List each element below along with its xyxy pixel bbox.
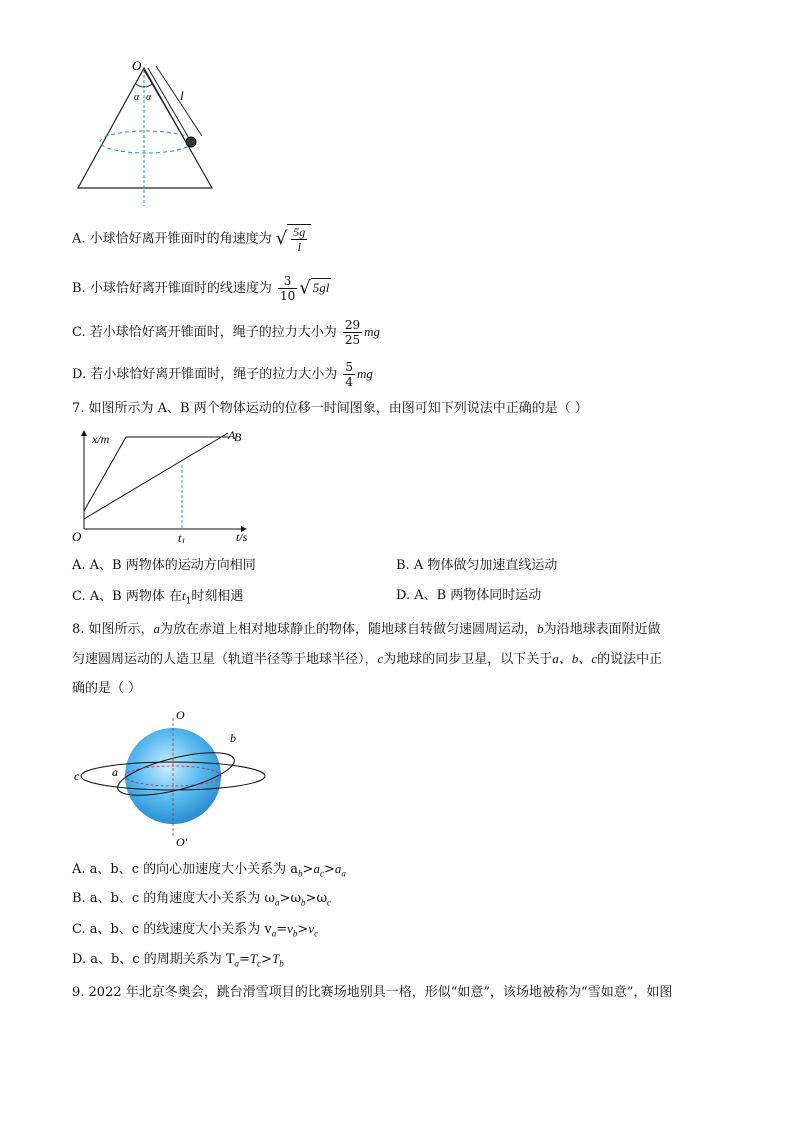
q7-option-c [72,587,243,611]
stem-text: 8. 如图所示， [72,622,154,637]
stem-text: 为沿地球表面附近做 [543,622,661,637]
denominator: 4 [345,375,354,389]
string [148,68,190,140]
q8-option-c: C. a、b、c 的线速度大小关系为 $v_a=v_b>v_c$ [72,921,319,939]
label-b: b [230,731,236,745]
line-B [84,437,230,511]
y-axis-label: x/m [92,432,110,446]
fraction [278,274,297,303]
stem-text: 为放在赤道上相对地球静止的物体，随地球自转做匀速圆周运动， [160,622,538,637]
denominator: 10 [279,289,296,303]
x-axis-label: t/s [236,530,248,543]
stem-text: 为地球的同步卫星，以下关于 [383,652,553,667]
option-text: A. 小球恰好离开锥面时的角速度为 [72,231,272,247]
numerator: 29 [344,318,361,332]
q7-stem: 7. 如图所示为 A、B 两个物体运动的位移一时间图象，由图可知下列说法中正确的是（ ） [72,401,588,416]
q8-option-a: A. a、b、c 的向心加速度大小关系为 $a_b>a_c>a_a$ [72,861,346,879]
circular-path [100,131,192,153]
cone-figure [70,58,230,208]
option-text: B. a、b、c 的角速度大小关系为 ω [72,891,276,906]
origin-O: O [72,529,82,543]
q8-option-b: B. a、b、c 的角速度大小关系为 $\omega_a>\omega_b>\omega_c$ [72,891,332,908]
t1-label: t1 [178,531,186,543]
root-body: 5gl [312,280,330,295]
numerator: 3 [278,274,297,289]
alpha-left: α [134,92,140,103]
denominator: l [297,240,301,254]
ball [186,137,196,147]
string [144,70,186,142]
label-c: c [74,769,80,783]
q8-stem-line3: 确的是（ ） [72,681,142,696]
option-text: C. A、B 两物体 在 [72,589,182,604]
fraction [343,360,355,389]
q8-stem-line1 [72,620,661,639]
option-text: B. 小球恰好离开锥面时的线速度为 [72,281,272,296]
q9-stem: 9. 2022 年北京冬奥会，跳台滑雪项目的比赛场地别具一格，形似“如意”，该场地被称为“雪如意”，如图 [72,985,673,1000]
option-text: C. a、b、c 的线速度大小关系为 v [72,922,272,937]
q7-option-a: A. A、B 两物体的运动方向相同 [72,558,256,573]
q6-option-c [72,318,380,347]
fraction [343,318,362,347]
label-A: A [228,428,236,442]
q7-option-d: D. A、B 两物体同时运动 [396,588,542,603]
t-symbol: t [181,588,186,603]
q6-option-a [72,224,311,254]
unit-mg: mg [364,324,381,339]
var-b: b [537,621,544,636]
q6-option-b: B. 小球恰好离开锥面时的线速度为 $\frac{3}{10}$ √ 5gl [72,274,330,303]
q6-option-d [72,360,373,389]
q8-stem-line2 [72,650,662,669]
alpha-right: α [146,92,152,103]
label-O-prime: O′ [176,835,188,848]
option-text: D. a、b、c 的周期关系为 T [72,952,235,967]
option-text: C. 若小球恰好离开锥面时，绳子的拉力大小为 [72,325,337,340]
var-a: a [153,621,161,636]
label-a: a [112,765,118,779]
xt-graph [70,425,260,543]
numerator: 5g [293,225,306,239]
length-l: l [180,88,184,103]
option-text: 时刻相遇 [191,589,244,604]
point-O: O [132,58,142,73]
var-c: c [377,651,384,666]
stem-text: 匀速圆周运动的人造卫星（轨道半径等于地球半径）， [72,652,378,667]
numerator: 5 [345,360,354,374]
earth-figure [70,708,280,848]
cone-outline [78,68,212,188]
t-subscript: 1 [185,596,192,607]
option-text: D. 若小球恰好离开锥面时，绳子的拉力大小为 [72,367,338,382]
label-B: B [234,430,242,444]
stem-text: 的说法中正 [597,652,663,667]
q7-option-b: B. A 物体做匀加速直线运动 [396,558,558,573]
sqrt-expression: √ $\frac{5g}{l}$ [276,224,311,254]
unit-mg: mg [357,366,373,381]
vars-abc: a、b、c [552,651,598,666]
denominator: 25 [344,333,361,347]
q8-option-d: D. a、b、c 的周期关系为 $T_a=T_c>T_b$ [72,951,284,969]
option-text: A. a、b、c 的向心加速度大小关系为 a [72,862,299,877]
label-O: O [176,708,185,722]
